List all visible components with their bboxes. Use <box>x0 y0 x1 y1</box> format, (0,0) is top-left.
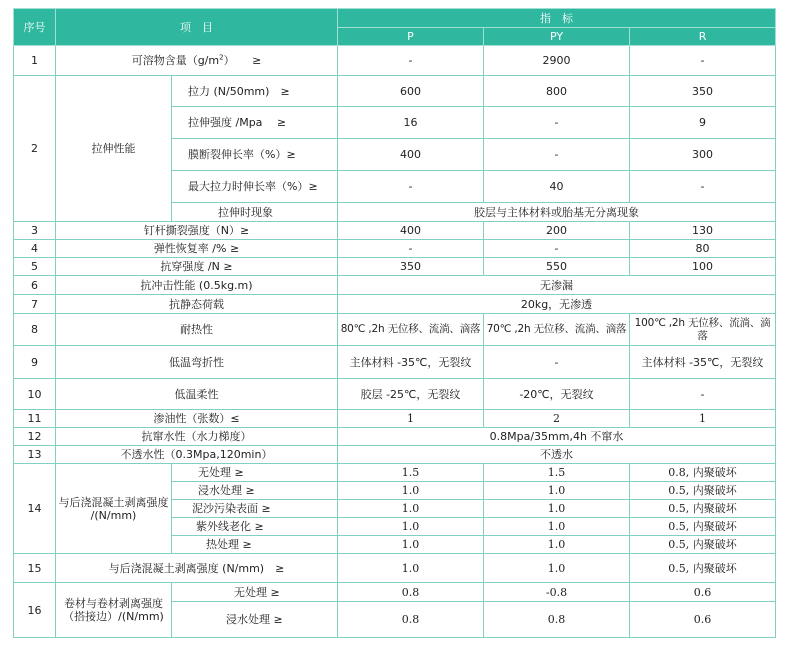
value-py: 800 <box>484 76 630 107</box>
value-p: 400 <box>338 222 484 240</box>
value-r: - <box>630 171 776 203</box>
row-label: 抗窜水性（水力梯度） <box>56 428 338 446</box>
value-py: 1.0 <box>484 554 630 583</box>
value-r: 0.6 <box>630 602 776 638</box>
table-row <box>14 46 776 76</box>
row-label-sign: ≥ <box>252 54 262 67</box>
row-label <box>56 46 338 76</box>
value-all: 20kg，无渗透 <box>338 295 776 314</box>
row-label-sup: 2 <box>219 53 224 62</box>
value-p: - <box>338 240 484 258</box>
row-number: 4 <box>14 240 56 258</box>
header-indicator: 指 标 <box>338 9 776 28</box>
value-r: - <box>630 46 776 76</box>
value-p: 1.5 <box>338 464 484 482</box>
value-py: 2900 <box>484 46 630 76</box>
value-r: 9 <box>630 107 776 139</box>
row-group-label: 与后浇混凝土剥离强度 /(N/mm) <box>56 464 172 554</box>
value-py: - <box>484 139 630 171</box>
row-number: 13 <box>14 446 56 464</box>
value-r: 1 <box>630 410 776 428</box>
row-label: 弹性恢复率 /% ≥ <box>56 240 338 258</box>
value-p: 400 <box>338 139 484 171</box>
table-row <box>14 276 776 295</box>
value-py: - <box>484 346 630 379</box>
row-number: 12 <box>14 428 56 446</box>
header-row-1 <box>14 9 776 28</box>
value-p: 1.0 <box>338 518 484 536</box>
header-item: 项 目 <box>56 9 338 46</box>
sub-label: 最大拉力时伸长率（%）≥ <box>172 171 338 203</box>
row-number: 9 <box>14 346 56 379</box>
header-seq: 序号 <box>14 9 56 46</box>
value-r: 0.5, 内聚破坏 <box>630 536 776 554</box>
value-py: 1.0 <box>484 482 630 500</box>
value-p: 胶层 -25℃，无裂纹 <box>338 379 484 410</box>
value-p: 350 <box>338 258 484 276</box>
row-number: 11 <box>14 410 56 428</box>
table-row <box>14 554 776 583</box>
value-py: - <box>484 240 630 258</box>
value-r: 0.8, 内聚破坏 <box>630 464 776 482</box>
value-r: 0.5, 内聚破坏 <box>630 518 776 536</box>
value-py: 40 <box>484 171 630 203</box>
value-r: - <box>630 379 776 410</box>
value-r: 100 <box>630 258 776 276</box>
table-row <box>14 464 776 482</box>
value-r: 0.5, 内聚破坏 <box>630 482 776 500</box>
value-py: -0.8 <box>484 583 630 602</box>
table-row <box>14 314 776 346</box>
value-r: 0.6 <box>630 583 776 602</box>
row-label: 抗冲击性能 (0.5kg.m) <box>56 276 338 295</box>
row-label: 耐热性 <box>56 314 338 346</box>
row-number: 8 <box>14 314 56 346</box>
value-p: 1.0 <box>338 482 484 500</box>
value-py: - <box>484 107 630 139</box>
row-label: 与后浇混凝土剥离强度 (N/mm) ≥ <box>56 554 338 583</box>
value-py: 1.0 <box>484 518 630 536</box>
value-all: 不透水 <box>338 446 776 464</box>
sub-label: 拉伸强度 /Mpa ≥ <box>172 107 338 139</box>
value-py: -20℃，无裂纹 <box>484 379 630 410</box>
table-row <box>14 446 776 464</box>
table-row <box>14 346 776 379</box>
value-r: 0.5, 内聚破坏 <box>630 554 776 583</box>
row-number: 3 <box>14 222 56 240</box>
row-number: 16 <box>14 583 56 638</box>
value-py: 0.8 <box>484 602 630 638</box>
row-group-label: 拉伸性能 <box>56 76 172 222</box>
value-p: - <box>338 46 484 76</box>
value-py: 1.0 <box>484 500 630 518</box>
table-row <box>14 76 776 107</box>
value-p: 1 <box>338 410 484 428</box>
value-py: 550 <box>484 258 630 276</box>
sub-label: 无处理 ≥ <box>172 464 338 482</box>
sub-label: 热处理 ≥ <box>172 536 338 554</box>
value-py: 1.5 <box>484 464 630 482</box>
spec-table-wrapper <box>13 8 775 638</box>
table-row <box>14 240 776 258</box>
row-label: 钉杆撕裂强度（N）≥ <box>56 222 338 240</box>
table-row <box>14 410 776 428</box>
row-label-tail: ） <box>223 54 235 67</box>
row-label: 低温弯折性 <box>56 346 338 379</box>
sub-label: 浸水处理 ≥ <box>172 482 338 500</box>
value-r: 100℃ ,2h 无位移、流淌、滴落 <box>630 314 776 346</box>
sub-label: 膜断裂伸长率（%）≥ <box>172 139 338 171</box>
row-label: 渗油性（张数）≤ <box>56 410 338 428</box>
row-number: 10 <box>14 379 56 410</box>
spec-table <box>13 8 776 638</box>
value-p: 1.0 <box>338 500 484 518</box>
sub-label: 浸水处理 ≥ <box>172 602 338 638</box>
value-p: 1.0 <box>338 536 484 554</box>
value-p: 80℃ ,2h 无位移、流淌、滴落 <box>338 314 484 346</box>
value-py: 1.0 <box>484 536 630 554</box>
value-r: 300 <box>630 139 776 171</box>
sub-label: 拉力 (N/50mm) ≥ <box>172 76 338 107</box>
value-py: 70℃ ,2h 无位移、流淌、滴落 <box>484 314 630 346</box>
sub-label: 紫外线老化 ≥ <box>172 518 338 536</box>
value-p: 主体材料 -35℃，无裂纹 <box>338 346 484 379</box>
row-number: 5 <box>14 258 56 276</box>
header-col-py: PY <box>484 28 630 46</box>
sub-label: 无处理 ≥ <box>172 583 338 602</box>
value-p: - <box>338 171 484 203</box>
value-r: 主体材料 -35℃，无裂纹 <box>630 346 776 379</box>
header-col-p: P <box>338 28 484 46</box>
row-number: 14 <box>14 464 56 554</box>
sub-label: 泥沙污染表面 ≥ <box>172 500 338 518</box>
row-group-label: 卷材与卷材剥离强度（搭接边）/(N/mm) <box>56 583 172 638</box>
row-number: 6 <box>14 276 56 295</box>
row-label: 低温柔性 <box>56 379 338 410</box>
value-p: 0.8 <box>338 602 484 638</box>
value-p: 600 <box>338 76 484 107</box>
row-number: 2 <box>14 76 56 222</box>
value-py: 200 <box>484 222 630 240</box>
value-r: 0.5, 内聚破坏 <box>630 500 776 518</box>
row-label: 抗穿强度 /N ≥ <box>56 258 338 276</box>
value-py: 2 <box>484 410 630 428</box>
row-label-text: 可溶物含量（g/m <box>131 54 220 67</box>
value-all: 无渗漏 <box>338 276 776 295</box>
table-row <box>14 258 776 276</box>
value-p: 0.8 <box>338 583 484 602</box>
table-row <box>14 222 776 240</box>
value-p: 16 <box>338 107 484 139</box>
sub-label: 拉伸时现象 <box>172 203 338 222</box>
row-number: 15 <box>14 554 56 583</box>
header-col-r: R <box>630 28 776 46</box>
value-r: 130 <box>630 222 776 240</box>
table-row <box>14 583 776 602</box>
table-row <box>14 428 776 446</box>
row-label: 不透水性（0.3Mpa,120min） <box>56 446 338 464</box>
value-all: 0.8Mpa/35mm,4h 不窜水 <box>338 428 776 446</box>
row-number: 1 <box>14 46 56 76</box>
table-row <box>14 295 776 314</box>
row-label: 抗静态荷载 <box>56 295 338 314</box>
value-all: 胶层与主体材料或胎基无分离现象 <box>338 203 776 222</box>
value-r: 80 <box>630 240 776 258</box>
value-r: 350 <box>630 76 776 107</box>
row-number: 7 <box>14 295 56 314</box>
table-row <box>14 379 776 410</box>
value-p: 1.0 <box>338 554 484 583</box>
